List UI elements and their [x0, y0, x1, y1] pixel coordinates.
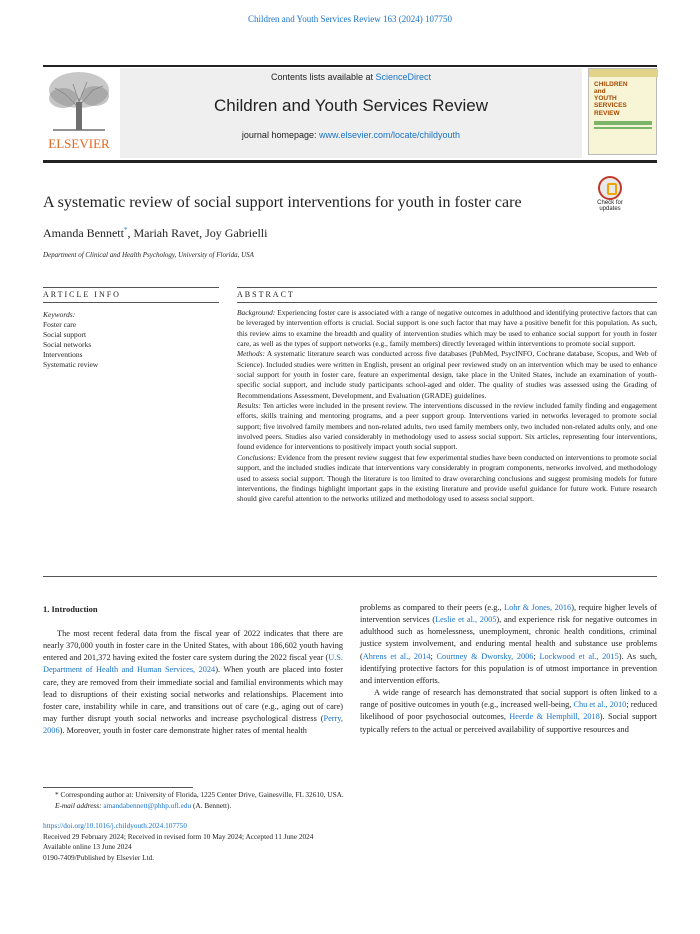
author-list: [43, 226, 267, 241]
citation-link[interactable]: Chu et al., 2010: [573, 700, 627, 710]
keywords-label: Keywords:: [43, 310, 76, 319]
text-run: ), require higher levels of intervention services (: [360, 603, 658, 625]
keyword-item: Systematic review: [43, 360, 99, 369]
cover-title: [594, 81, 628, 117]
contents-prefix: Contents lists available at: [270, 72, 376, 82]
abstract-background: [237, 308, 657, 349]
text-run: ), and experience risk for negative outcomes in adulthood such as homelessness, unemployment, chronic health conditions, criminal justice system involvement, and enduring mental health and substance use problems (: [360, 615, 657, 661]
text-run: ). Social support typically refers to the actual or perceived availability of supportive resources and: [360, 712, 657, 734]
keyword-item: Foster care: [43, 320, 77, 329]
abstract-section-label: Background:: [237, 308, 276, 317]
doi-link[interactable]: https://doi.org/10.1016/j.childyouth.2024.107750: [43, 821, 187, 830]
keyword-item: Interventions: [43, 350, 83, 359]
sciencedirect-link[interactable]: ScienceDirect: [375, 72, 432, 82]
journal-masthead: [120, 68, 582, 158]
abstract-body: [237, 308, 657, 505]
citation-link[interactable]: Heerde & Hemphill, 2018: [509, 712, 600, 722]
check-updates-label: Check for: [597, 200, 623, 206]
intro-column-left: [43, 628, 343, 737]
cover-band: [594, 127, 652, 129]
cover-line: SERVICES: [594, 102, 627, 110]
contents-line: [120, 72, 582, 82]
corresponding-mark[interactable]: *: [123, 226, 128, 234]
cover-stripe: [589, 69, 658, 77]
homepage-link[interactable]: www.elsevier.com/locate/childyouth: [318, 130, 461, 140]
issn-line: 0190-7409/Published by Elsevier Ltd.: [43, 852, 155, 862]
text-run: ). When youth are placed into foster care, they are removed from their immediate social and familial environments which may lead to disruptions of their existing social networks and relationships. Placement into foster care, instability while in care, and transitions out of care (e.g., aging out of care) may further disrupt youth social networks and increase psychological distress (: [43, 665, 343, 724]
check-updates-icon: [598, 176, 622, 200]
header-rule-bottom: [43, 160, 657, 163]
homepage-line: [120, 130, 582, 140]
abstract-rule-bottom: [43, 576, 657, 577]
email-link[interactable]: amandabennett@phhp.ufl.edu: [103, 800, 192, 810]
affiliation: Department of Clinical and Health Psychology, University of Florida, USA: [43, 251, 254, 259]
email-suffix: (A. Bennett).: [191, 800, 232, 810]
intro-paragraph: [43, 628, 343, 737]
abstract-rule-top: [237, 287, 657, 288]
abstract-conclusions: [237, 453, 657, 505]
available-online: Available online 13 June 2024: [43, 842, 132, 851]
abstract-section-text: Experiencing foster care is associated with a range of negative outcomes in adulthood and identifying protective factors that can be leveraged by intervention efforts is crucial. Social support is one such factor that may have a positive benefit for this population. As such, this review aims to examine the breadth and quality of intervention studies which may be used to enhance social support for youth in foster care, as well as the types of support networks (e.g., family members) directly leveraged within interventions to promote social support.: [237, 308, 657, 349]
intro-paragraph: [360, 602, 657, 687]
article-info-heading: ARTICLE INFO: [43, 290, 121, 299]
journal-title: Children and Youth Services Review: [213, 96, 489, 115]
author-names[interactable]: , Mariah Ravet, Joy Gabrielli: [127, 226, 268, 240]
abstract-rule: [237, 302, 657, 303]
citation-link[interactable]: Leslie et al., 2005: [435, 615, 497, 625]
keyword-item: Social support: [43, 330, 87, 339]
citation-link[interactable]: Lohr & Jones, 2016: [504, 603, 572, 612]
intro-paragraph: [360, 687, 657, 736]
header-rule-top: [43, 65, 657, 67]
publisher-wordmark: ELSEVIER: [48, 136, 110, 151]
abstract-section-label: Conclusions:: [237, 452, 277, 462]
text-run: problems as compared to their peers (e.g.,: [360, 603, 504, 612]
check-for-updates-button[interactable]: [590, 176, 630, 216]
cover-line: REVIEW: [594, 109, 620, 117]
journal-cover-thumbnail[interactable]: [588, 68, 657, 155]
journal-citation-line[interactable]: Children and Youth Services Review 163 (2024) 107750: [248, 14, 452, 24]
citation-link[interactable]: Lockwood et al., 2015: [539, 651, 619, 661]
cover-line: CHILDREN: [594, 81, 628, 88]
footnote-rule: [43, 787, 193, 788]
check-updates-label: updates: [599, 206, 621, 212]
abstract-results: [237, 401, 657, 453]
keyword-item: Social networks: [43, 340, 92, 349]
abstract-methods: [237, 349, 657, 401]
email-line: [55, 801, 344, 812]
text-run: The most recent federal data from the fiscal year of 2022 indicates that there are nearly 370,000 youth in foster care in the United States, with about 186,602 youth having entered and 201,372 having exited the foster care system during the 2022 fiscal year (: [43, 629, 343, 663]
cover-line: YOUTH: [594, 95, 617, 103]
article-metadata: [43, 821, 313, 863]
citation-link[interactable]: Courtney & Dworsky, 2006: [436, 651, 534, 661]
citation-link[interactable]: Ahrens et al., 2014: [362, 651, 431, 661]
abstract-heading: ABSTRACT: [237, 290, 295, 299]
article-info-rule: [43, 302, 219, 303]
abstract-section-text: Evidence from the present review suggest that few experimental studies have been conducted on interventions to promote social support, and the included studies indicate that interventions vary considerably in program components, networks involved, and methodology used to assess social support. Though the literature is too limited to draw overarching conclusions and suggest promising models for future interventions, the findings highlight important gaps in the existing literature and provide useful guidance for future work. Future research should give careful attention to the networks utilized and methodology used to assess social support.: [237, 452, 657, 504]
citation-link[interactable]: U.S. Department of Health and Human Services, 2024: [43, 653, 343, 675]
abstract-section-label: Methods:: [237, 349, 265, 359]
abstract-section-label: Results:: [237, 401, 261, 411]
footnotes: [55, 790, 344, 811]
text-run: ). As such, identifying protective factors for this population is of utmost importance in prevention and intervention efforts.: [360, 651, 657, 685]
abstract-section-text: Ten articles were included in the present review. The interventions discussed in the review included family finding and engagement efforts, skills training and mentoring programs, and a peer support group. Interventions varied in networks leveraged to promote social support; five involved family members and non-related adults, two used family members only, two included non-related adults only, and one involved peers. Studies also varied considerably in methodology used to assess social support. Six articles, representing four interventions, found evidence for interventions to positively impact youth social support.: [237, 401, 657, 452]
cover-band: [594, 121, 652, 125]
keywords-block: [43, 310, 218, 370]
text-run: ;: [430, 651, 437, 661]
text-run: ). Moreover, youth in foster care demonstrate higher rates of mental health: [59, 726, 307, 736]
text-run: ; reduced likelihood of poor psychosocial outcomes,: [360, 700, 657, 722]
author-name[interactable]: Amanda Bennett: [43, 226, 124, 240]
cover-line: and: [594, 88, 606, 96]
text-run: A wide range of research has demonstrated that social support is often linked to a range of positive outcomes in youth (e.g., increased well-being,: [360, 688, 657, 710]
citation-link[interactable]: Perry, 2006: [43, 714, 343, 736]
received-dates: Received 29 February 2024; Received in revised form 10 May 2024; Accepted 11 June 2024: [43, 831, 314, 841]
section-heading-introduction: 1. Introduction: [43, 604, 98, 614]
homepage-prefix: journal homepage:: [241, 130, 319, 140]
corresponding-author-note: * Corresponding author at: University of Florida, 1225 Center Drive, Gainesville, FL 32610, USA.: [55, 790, 344, 799]
abstract-section-text: A systematic literature search was conducted across five databases (PubMed, PsycINFO, Cochrane database, Scopus, and Web of Science). Included studies were written in English, present an original peer reviewed study on an intervention which may be used to enhance social support for youth in foster care, feature an experimental design, take place in the United States, include an examination of youth-specific social support, and include study participants school-aged and older. The quality of studies was assessed using the Grading of Recommendations Assessment, Development, and Evaluation (GRADE) guidelines.: [237, 349, 657, 400]
email-label: E-mail address:: [55, 800, 104, 810]
intro-column-right: [360, 602, 657, 736]
elsevier-logo[interactable]: [43, 68, 115, 152]
article-info-rule-top: [43, 287, 219, 288]
article-title: A systematic review of social support interventions for youth in foster care: [43, 194, 522, 211]
text-run: ;: [533, 651, 540, 661]
